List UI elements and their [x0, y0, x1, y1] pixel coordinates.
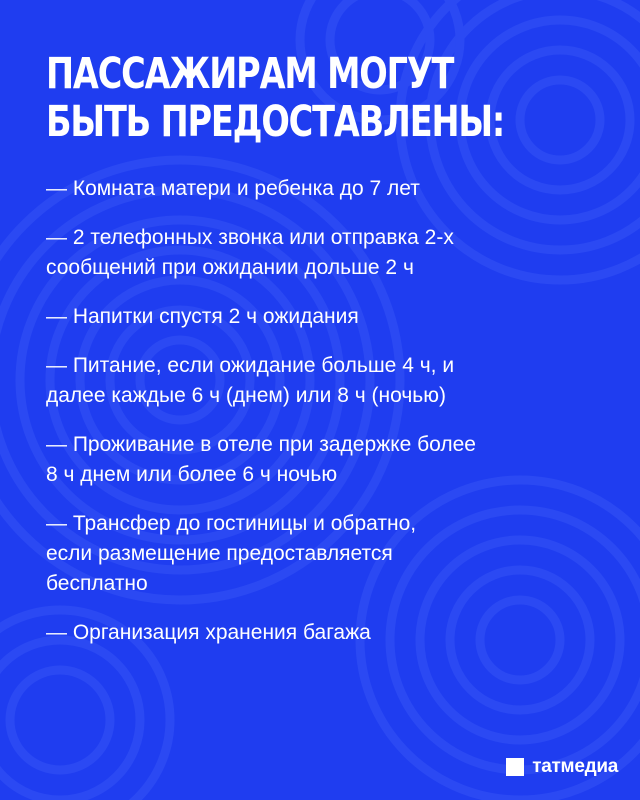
page-title — [46, 49, 505, 147]
brand-logo — [506, 756, 618, 778]
list-item — [46, 618, 606, 648]
list-item-line: если размещение предоставляется — [46, 542, 393, 565]
list-item — [46, 509, 606, 599]
title-line-2: БЫТЬ ПРЕДОСТАВЛЕНЫ: — [46, 97, 505, 147]
list-item-line: — Комната матери и ребенка до 7 лет — [46, 177, 420, 200]
brand-square-icon — [506, 758, 524, 776]
list-item — [46, 302, 606, 332]
services-list — [46, 174, 606, 667]
list-item — [46, 174, 606, 204]
brand-name: татмедиа — [532, 756, 618, 777]
list-item — [46, 430, 606, 490]
main-content — [46, 49, 606, 644]
list-item-line: — Трансфер до гостиницы и обратно, — [46, 512, 417, 535]
list-item-line: — Напитки спустя 2 ч ожидания — [46, 305, 359, 328]
list-item-line: — Организация хранения багажа — [46, 621, 371, 644]
list-item-line: 8 ч днем или более 6 ч ночью — [46, 463, 338, 486]
list-item-line: — 2 телефонных звонка или отправка 2-х — [46, 226, 454, 249]
list-item-line: сообщений при ожидании дольше 2 ч — [46, 256, 414, 279]
list-item-line: — Питание, если ожидание больше 4 ч, и — [46, 354, 455, 377]
list-item — [46, 351, 606, 411]
title-line-1: ПАССАЖИРАМ МОГУТ — [46, 49, 454, 99]
list-item-line: бесплатно — [46, 572, 148, 595]
list-item-line: — Проживание в отеле при задержке более — [46, 433, 476, 456]
list-item-line: далее каждые 6 ч (днем) или 8 ч (ночью) — [46, 384, 446, 407]
list-item — [46, 223, 606, 283]
